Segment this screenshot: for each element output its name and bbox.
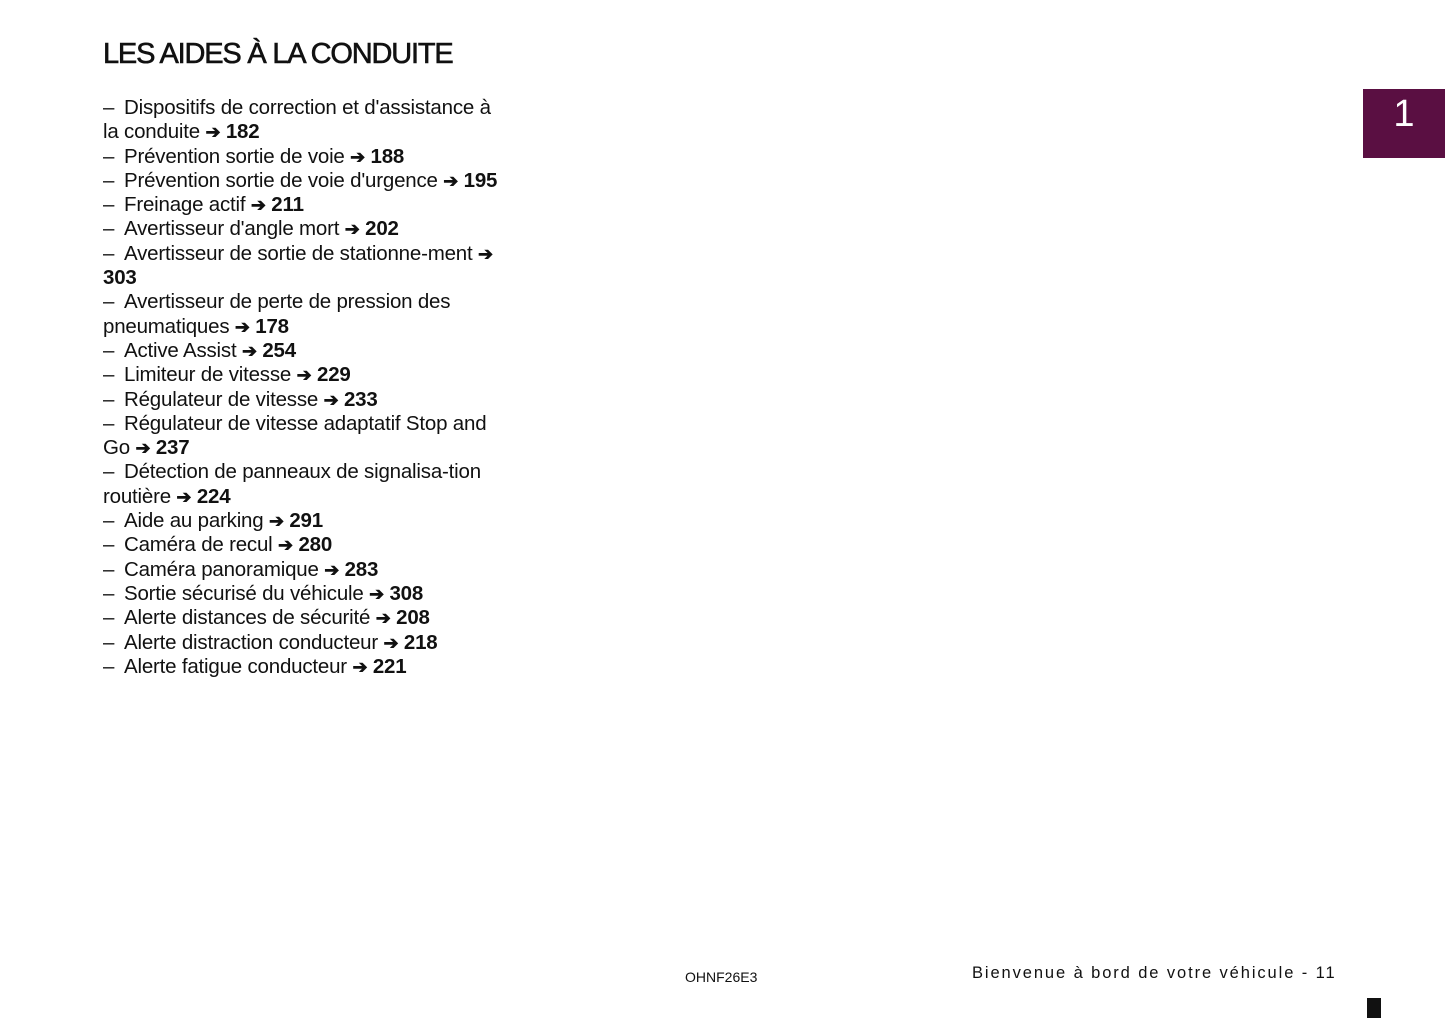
entry-label: Régulateur de vitesse [124,387,319,411]
list-item[interactable] [103,217,503,241]
entry-label: Alerte distraction conducteur [124,630,379,654]
page-number[interactable]: 303 [103,266,137,290]
entry-label: Aide au parking [124,509,264,533]
dash: – [103,606,115,630]
arrow-right-icon: ➔ [443,170,459,191]
page-number[interactable]: 308 [389,581,424,605]
list-item[interactable] [103,509,503,533]
list-item[interactable] [103,631,503,655]
dash: – [103,557,115,581]
page-number[interactable]: 229 [317,363,351,387]
entry-label: Prévention sortie de voie [124,144,345,168]
dash: – [103,96,115,119]
arrow-right-icon: ➔ [323,389,339,410]
chapter-number: 1 [1393,93,1415,135]
list-item[interactable] [103,655,503,679]
entry-label: Alerte fatigue conducteur [124,654,347,678]
page-number[interactable]: 221 [372,654,407,678]
dash: – [103,338,115,362]
list-item[interactable] [103,460,503,509]
entry-label: Caméra de recul [124,533,273,557]
arrow-right-icon: ➔ [375,608,391,629]
page-number[interactable]: 178 [255,314,289,338]
dash: – [103,533,115,557]
dash: – [103,630,115,654]
list-item[interactable] [103,412,503,461]
dash: – [103,241,115,265]
page-number[interactable]: 237 [155,436,190,460]
page-number[interactable]: 182 [225,120,260,144]
arrow-right-icon: ➔ [324,559,340,580]
list-item[interactable] [103,96,503,145]
arrow-right-icon: ➔ [383,632,399,653]
entry-label: Avertisseur de sortie de stationne-ment [124,241,473,265]
chapter-tab[interactable] [1363,89,1445,158]
driving-aids-list [103,96,503,679]
arrow-right-icon: ➔ [278,535,293,556]
dash: – [103,460,115,484]
entry-label: Limiteur de vitesse [124,363,292,387]
list-item[interactable] [103,169,503,193]
entry-label: Détection de panneaux de signalisa-tion routière [103,460,481,508]
arrow-right-icon: ➔ [296,365,312,386]
arrow-right-icon: ➔ [234,316,250,337]
arrow-right-icon: ➔ [344,219,360,240]
list-item[interactable] [103,388,503,412]
list-item[interactable] [103,290,503,339]
dash: – [103,654,115,678]
page-number[interactable]: 233 [343,387,378,411]
arrow-right-icon: ➔ [135,438,151,459]
arrow-right-icon: ➔ [352,656,368,677]
list-item[interactable] [103,363,503,387]
dash: – [103,581,115,605]
dash: – [103,411,115,435]
dash: – [103,509,115,533]
document-code: OHNF26E3 [685,969,758,985]
entry-label: Caméra panoramique [124,557,319,581]
page-number[interactable]: 218 [403,630,438,654]
page-number[interactable]: 224 [196,484,231,508]
entry-label: Avertisseur de perte de pression des pneumatiques [103,290,451,338]
arrow-right-icon: ➔ [176,486,192,507]
arrow-right-icon: ➔ [477,243,493,264]
list-item[interactable] [103,533,503,557]
dash: – [103,387,115,411]
entry-label: Avertisseur d'angle mort [124,217,340,241]
page-number[interactable]: 280 [298,533,333,557]
page-number[interactable]: 188 [370,144,405,168]
entry-label: Régulateur de vitesse adaptatif Stop and Go [103,411,487,460]
page-footer: Bienvenue à bord de votre véhicule - 11 [972,964,1337,982]
arrow-right-icon: ➔ [250,195,266,216]
list-item[interactable] [103,558,503,582]
list-item[interactable] [103,193,503,217]
dash: – [103,217,115,241]
list-item[interactable] [103,339,503,363]
corner-mark [1367,998,1381,1018]
dash: – [103,290,115,314]
entry-label: Dispositifs de correction et d'assistance à la conduite [103,96,491,144]
page-title: LES AIDES À LA CONDUITE [103,38,453,70]
page-number[interactable]: 291 [289,509,323,533]
list-item[interactable] [103,582,503,606]
entry-label: Sortie sécurisé du véhicule [124,581,364,605]
page-number[interactable]: 208 [396,606,430,630]
dash: – [103,193,115,217]
entry-label: Alerte distances de sécurité [124,606,371,630]
dash: – [103,168,115,192]
page-number[interactable]: 211 [271,193,304,217]
list-item[interactable] [103,606,503,630]
arrow-right-icon: ➔ [350,146,366,167]
dash: – [103,144,115,168]
arrow-right-icon: ➔ [369,583,384,604]
entry-label: Active Assist [124,338,237,362]
page-number[interactable]: 283 [344,557,379,581]
page-number[interactable]: 254 [262,338,296,362]
list-item[interactable] [103,145,503,169]
arrow-right-icon: ➔ [205,122,221,143]
page-number[interactable]: 202 [365,217,399,241]
page-number[interactable]: 195 [463,168,498,192]
entry-label: Freinage actif [124,193,246,217]
list-item[interactable] [103,242,503,291]
arrow-right-icon: ➔ [268,511,284,532]
entry-label: Prévention sortie de voie d'urgence [124,168,438,192]
dash: – [103,363,115,387]
arrow-right-icon: ➔ [241,340,257,361]
